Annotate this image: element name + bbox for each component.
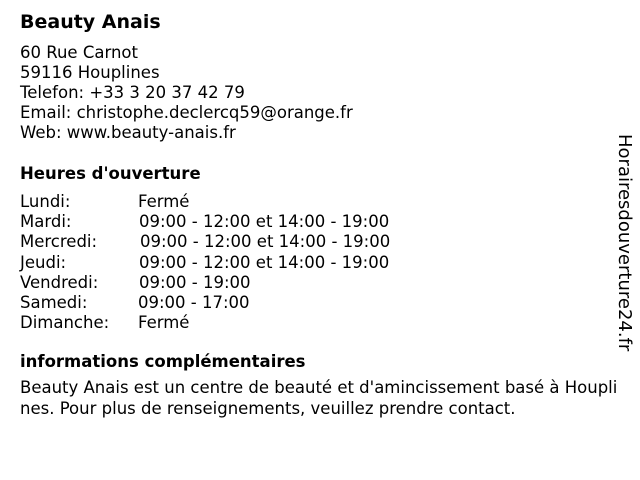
- business-description: Beauty Anais est un centre de beauté et d'amincissement basé à Houplines. Pour plus de renseignements, veuillez prendre contact.: [20, 378, 618, 419]
- opening-hours-heading: Heures d'ouverture: [20, 164, 201, 183]
- opening-hours-table: [20, 192, 600, 333]
- hours-row-saturday: [20, 293, 600, 313]
- hours-row-sunday: [20, 313, 600, 333]
- hours-row-friday: [20, 273, 600, 293]
- hours-time: 09:00 - 12:00 et 14:00 - 19:00: [139, 252, 390, 272]
- hours-day: Jeudi:: [20, 252, 67, 272]
- hours-time: Fermé: [138, 192, 190, 211]
- hours-day: Mardi:: [20, 212, 72, 232]
- website-link[interactable]: Web: www.beauty-anais.fr: [20, 123, 236, 142]
- hours-row-monday: [20, 192, 600, 212]
- hours-time: Fermé: [138, 313, 190, 333]
- business-name: Beauty Anais: [20, 11, 161, 33]
- address-city: 59116 Houplines: [20, 63, 160, 82]
- additional-info-heading: informations complémentaires: [20, 352, 306, 372]
- hours-day: Mercredi:: [20, 232, 98, 252]
- hours-row-thursday: [20, 253, 600, 273]
- hours-time: 09:00 - 19:00: [139, 272, 251, 292]
- hours-day: Vendredi:: [20, 272, 99, 292]
- hours-time: 09:00 - 12:00 et 14:00 - 19:00: [139, 212, 390, 232]
- address-street: 60 Rue Carnot: [20, 43, 138, 62]
- hours-day: Dimanche:: [20, 313, 110, 333]
- phone-number[interactable]: Telefon: +33 3 20 37 42 79: [20, 83, 245, 102]
- hours-day: Lundi:: [20, 192, 71, 211]
- hours-row-wednesday: [20, 232, 600, 252]
- business-card: [20, 10, 618, 419]
- email-address[interactable]: Email: christophe.declercq59@orange.fr: [20, 103, 353, 122]
- hours-day: Samedi:: [20, 292, 88, 312]
- hours-time: 09:00 - 17:00: [138, 292, 250, 312]
- site-watermark: Horairesdouverture24.fr: [614, 134, 635, 352]
- hours-time: 09:00 - 12:00 et 14:00 - 19:00: [140, 232, 391, 252]
- hours-row-tuesday: [20, 212, 600, 232]
